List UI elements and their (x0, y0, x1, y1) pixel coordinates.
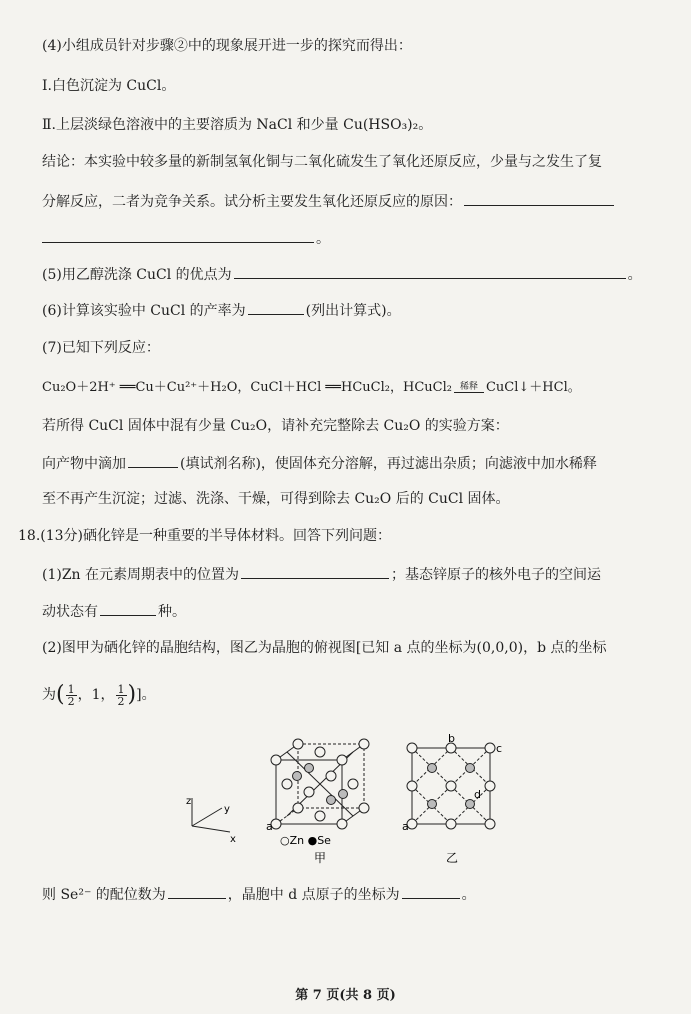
answer-blank[interactable] (234, 264, 626, 279)
point-b-label: b (448, 732, 455, 745)
q18-1 (42, 564, 661, 585)
q6-end: (列出计算式)。 (305, 303, 401, 319)
answer-blank[interactable] (464, 191, 614, 206)
answer-blank[interactable] (168, 884, 226, 899)
q18-2-text: 为 (42, 687, 56, 703)
q7-text3: 至不再产生沉淀；过滤、洗涤、干燥，可得到除去 Cu₂O 后的 CuCl 固体。 (42, 491, 510, 507)
q4-conclusion-text: 分解反应，二者为竞争关系。试分析主要发生氧化还原反应的原因： (42, 194, 462, 210)
fraction: $\frac{1}{2}$ (67, 682, 75, 708)
reaction-arrow (454, 382, 484, 393)
q18-2-cont: 为( $\frac{1}{2}$ ，1， $\frac{1}{2}$ )]。 (42, 682, 156, 708)
q18-1-text: 动状态有 (42, 604, 98, 620)
caption-yi: 乙 (446, 851, 459, 865)
q18-2-text: ]。 (136, 687, 156, 703)
q18-2-text: ，1， (77, 687, 115, 703)
crystal-figure (180, 728, 520, 868)
q7-text2a: 向产物中滴加 (42, 456, 126, 472)
point-a-label: a (402, 820, 409, 833)
answer-blank[interactable] (241, 564, 389, 579)
q5-text: (5)用乙醇洗涤 CuCl 的优点为 (42, 267, 232, 283)
equation-part: CuCl↓＋HCl。 (485, 380, 581, 395)
point-a-label: a (266, 820, 273, 833)
legend: ○Zn ●Se (280, 834, 331, 847)
page-footer: 第 7 页(共 8 页) (295, 988, 396, 1003)
point-d-label: d (474, 788, 481, 801)
q18-1-text: (1)Zn 在元素周期表中的位置为 (42, 567, 240, 583)
q18-1-cont (42, 601, 661, 622)
q4-intro: (4)小组成员针对步骤②中的现象展开进一步的探究而得出： (42, 38, 412, 54)
point-c-label: c (496, 742, 503, 755)
q7-intro: (7)已知下列反应： (42, 340, 160, 356)
q18-title: 18.(13分)硒化锌是一种重要的半导体材料。回答下列问题： (18, 528, 392, 544)
fraction: $\frac{1}{2}$ (117, 682, 125, 708)
q18-3 (42, 884, 661, 905)
q4-conclusion-line3 (42, 228, 661, 249)
axis-z-label: z (186, 796, 192, 807)
q18-3-text: ，晶胞中 d 点原子的坐标为 (227, 887, 400, 903)
q7-text2 (42, 453, 661, 474)
q6-text: (6)计算该实验中 CuCl 的产率为 (42, 303, 246, 319)
period: 。 (461, 887, 476, 903)
q6 (42, 300, 661, 321)
q18-1-text: 种。 (158, 604, 186, 620)
q5 (42, 264, 661, 285)
answer-blank[interactable] (248, 300, 304, 315)
period: 。 (316, 231, 330, 247)
period: 。 (627, 267, 642, 283)
q4-conclusion-line1: 结论：本实验中较多量的新制氢氧化铜与二氧化硫发生了氧化还原反应，少量与之发生了复 (42, 154, 602, 170)
arrow-condition: 稀释 (459, 382, 478, 392)
q4-conclusion-line2 (42, 191, 661, 212)
q18-2: (2)图甲为硒化锌的晶胞结构，图乙为晶胞的俯视图[已知 a 点的坐标为(0,0,0)，b 点的坐标 (42, 640, 607, 656)
q18-1-text: ；基态锌原子的核外电子的空间运 (391, 567, 602, 583)
answer-blank[interactable] (402, 884, 460, 899)
q4-item-i: Ⅰ.白色沉淀为 CuCl。 (42, 78, 176, 94)
caption-jia: 甲 (314, 851, 327, 865)
q4-item-ii: Ⅱ.上层淡绿色溶液中的主要溶质为 NaCl 和少量 Cu(HSO₃)₂。 (42, 117, 433, 133)
q7-text2b: (填试剂名称)，使固体充分溶解，再过滤出杂质；向滤液中加水稀释 (180, 456, 597, 472)
q7-equations (42, 378, 661, 398)
axis-x-label: x (230, 834, 236, 845)
answer-blank[interactable] (42, 228, 314, 243)
answer-blank[interactable] (128, 453, 178, 468)
q18-3-text: 则 Se²⁻ 的配位数为 (42, 887, 166, 903)
q7-text1: 若所得 CuCl 固体中混有少量 Cu₂O，请补充完整除去 Cu₂O 的实验方案： (42, 418, 509, 434)
answer-blank[interactable] (100, 601, 156, 616)
equation-part: Cu₂O＋2H⁺ ══Cu＋Cu²⁺＋H₂O，CuCl＋HCl ══HCuCl₂，HCuCl₂ (42, 380, 452, 395)
axis-y-label: y (224, 804, 230, 815)
